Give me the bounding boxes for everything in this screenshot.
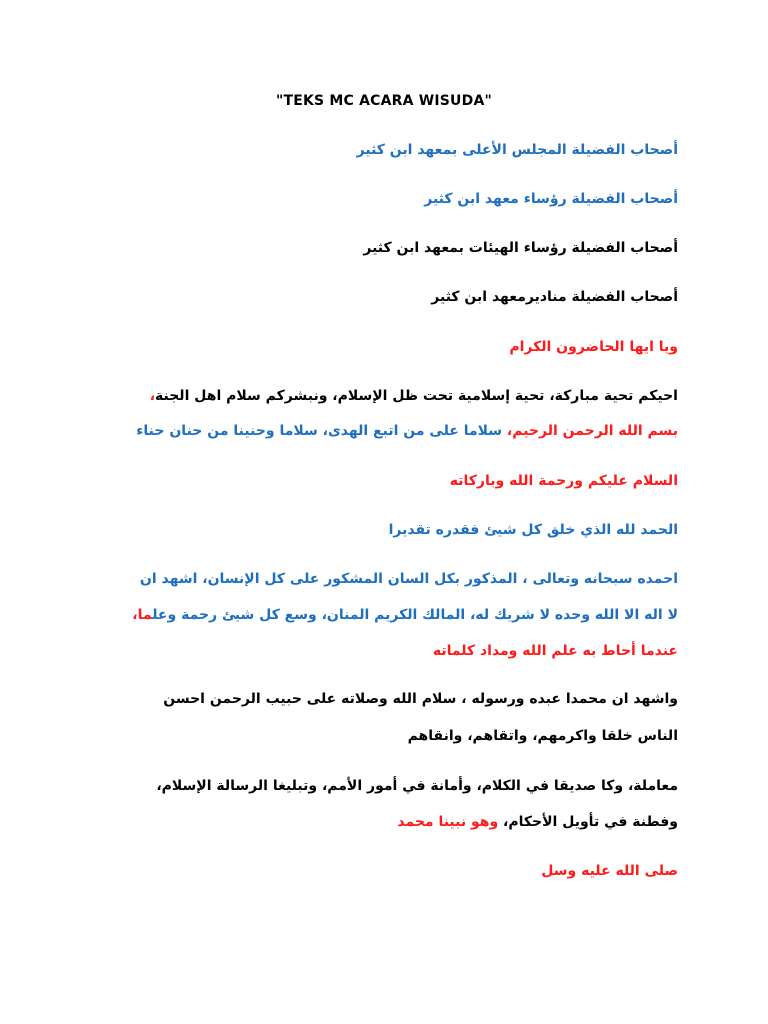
- text-line-15: معاملة، وكا صديقا في الكلام، وأمانة في أمور الأمم، وتبليغا الرسالة الإسلام،: [156, 778, 678, 794]
- text-line-16-end: وهو نبينا محمد: [397, 814, 499, 830]
- text-line-10: احمده سبحانه وتعالى ، المذكور بكل السان المشكور على كل الإنسان، اشهد ان: [139, 571, 678, 587]
- text-line-9: الحمد لله الذي خلق كل شيئ فقدره تقديرا: [388, 522, 678, 538]
- text-line-17: صلى الله عليه وسل: [541, 863, 678, 879]
- text-line-6: [90, 388, 678, 404]
- text-line-11: [90, 607, 678, 623]
- text-line-3: أصحاب الفضيلة رؤساء الهيئات بمعهد ابن كثير: [363, 240, 678, 256]
- text-line-16: [90, 814, 678, 830]
- text-line-12: عندما أحاط به علم الله ومداد كلماته: [432, 643, 678, 659]
- document-title: "TEKS MC ACARA WISUDA": [276, 93, 492, 109]
- text-line-1: أصحاب الفضيلة المجلس الأعلى بمعهد ابن كثير: [356, 142, 678, 158]
- text-line-5: ويا ايها الحاضرون الكرام: [509, 339, 678, 355]
- text-line-7-b: سلاما على من اتبع الهدى، سلاما وحنينا من حنان حناء: [136, 423, 503, 439]
- text-line-2: أصحاب الفضيلة رؤساء معهد ابن كثير: [424, 191, 678, 207]
- text-line-16-main: وفطنة في تأويل الأحكام،: [498, 814, 678, 830]
- text-line-8: السلام عليكم ورحمة الله وباركاته: [449, 473, 678, 489]
- text-line-14: الناس خلقا واكرمهم، واتقاهم، وانقاهم: [407, 728, 678, 744]
- text-line-7-a: بسم الله الرحمن الرحيم،: [502, 423, 678, 439]
- text-line-11-main: لا اله الا الله وحده لا شريك له، المالك الكريم المنان، وسع كل شيئ رحمة وعل: [152, 607, 678, 623]
- text-line-7: [90, 423, 678, 439]
- text-line-6-end: ،: [149, 388, 156, 404]
- text-line-4: أصحاب الفضيلة مناديرمعهد ابن كثير: [431, 289, 678, 305]
- text-line-13: واشهد ان محمدا عبده ورسوله ، سلام الله وصلاته على حبيب الرحمن احسن: [163, 691, 678, 707]
- text-line-11-end: ما،: [132, 607, 153, 623]
- text-line-6-main: احيكم تحية مباركة، تحية إسلامية تحت ظل الإسلام، ونبشركم سلام اهل الجنة: [155, 388, 678, 404]
